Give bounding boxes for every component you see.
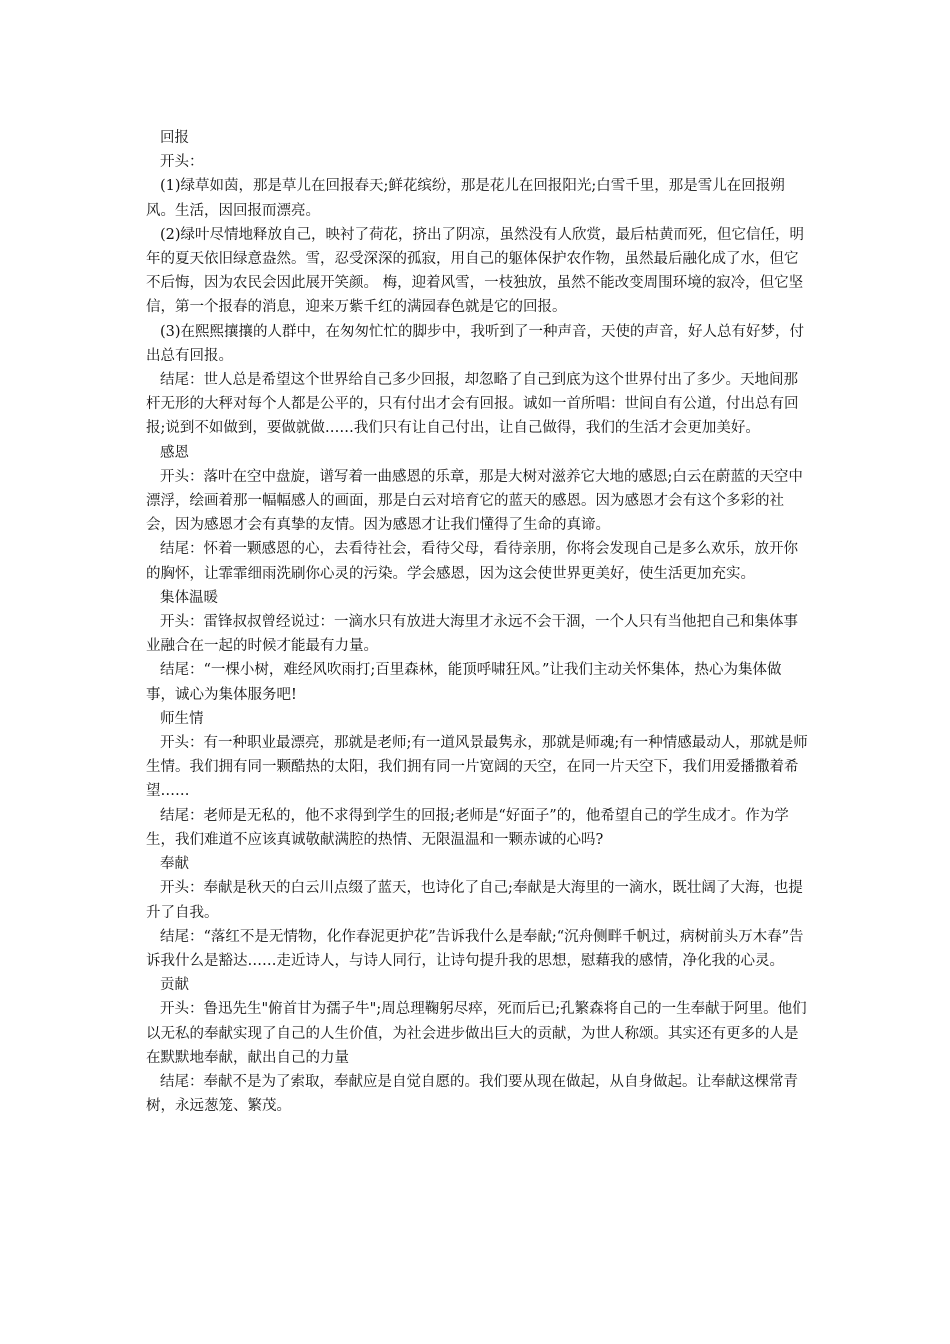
- paragraph: 开头：: [160, 154, 204, 171]
- paragraph: 开头：雷锋叔叔曾经说过：一滴水只有放进大海里才永远不会干涸，一个人只有当他把自己和集体事业融合在一起的时候才能最有力量。: [146, 614, 798, 655]
- paragraph: 结尾：世人总是希望这个世界给自己多少回报，却忽略了自己到底为这个世界付出了多少。天地间那杆无形的大秤对每个人都是公平的，只有付出才会有回报。诚如一首所唱：世间自有公道，付出总有回报;说到不如做到，要做就做……我们只有让自己付出，让自己做得，我们的生活才会更加美好。: [146, 372, 799, 437]
- paragraph: 开头：有一种职业最漂亮，那就是老师;有一道风景最隽永，那就是师魂;有一种情感最动人，那就是师生情。我们拥有同一颗酷热的太阳，我们拥有同一片宽阔的天空，在同一片天空下，我们用爱播撒着希望……: [146, 735, 808, 800]
- section-title: 贡献: [160, 977, 189, 994]
- document-body: [146, 126, 810, 1118]
- section-fengxian: [146, 852, 810, 973]
- paragraph: 结尾：怀着一颗感恩的心，去看待社会，看待父母，看待亲朋，你将会发现自己是多么欢乐，放开你的胸怀，让霏霏细雨洗刷你心灵的污染。学会感恩，因为这会使世界更美好，使生活更加充实。: [146, 541, 798, 582]
- paragraph: 结尾：奉献不是为了索取，奉献应是自觉自愿的。我们要从现在做起，从自身做起。让奉献这棵常青树，永远葱笼、繁茂。: [146, 1073, 798, 1115]
- paragraph: 结尾：老师是无私的，他不求得到学生的回报;老师是“好面子”的，他希望自己的学生成才。作为学生，我们难道不应该真诚敬献满腔的热情、无限温温和一颗赤诚的心吗?: [146, 807, 789, 848]
- section-ganen: [146, 441, 810, 586]
- section-shishengqing: [146, 707, 810, 852]
- paragraph: 结尾：“一棵小树，难经风吹雨打;百里森林，能顶呼啸狂风。”让我们主动关怀集体，热心为集体做事，诚心为集体服务吧!: [146, 662, 782, 703]
- paragraph: (3)在熙熙攘攘的人群中，在匆匆忙忙的脚步中，我听到了一种声音，天使的声音，好人总有好梦，付出总有回报。: [146, 323, 805, 364]
- section-gongxian: [146, 973, 810, 1118]
- paragraph: (2)绿叶尽情地释放自己，映衬了荷花，挤出了阴凉，虽然没有人欣赏，最后枯黄而死，但它信任，明年的夏天依旧绿意盎然。雪，忍受深深的孤寂，用自己的躯体保护农作物，虽然最后融化成了水，但它不后悔，因为农民会因此展开笑颜。 梅，迎着风雪，一枝独放，虽然不能改变周围环境的寂冷，但它坚信，第一个报春的消息，迎来万紫千红的满园春色就是它的回报。: [146, 226, 805, 316]
- section-jiti-wennuan: [146, 586, 810, 707]
- paragraph: 开头：落叶在空中盘旋，谱写着一曲感恩的乐章，那是大树对滋养它大地的感恩;白云在蔚蓝的天空中漂浮，绘画着那一幅幅感人的画面，那是白云对培育它的蓝天的感恩。因为感恩才会有这个多彩的社会，因为感恩才会有真挚的友情。因为感恩才让我们懂得了生命的真谛。: [146, 468, 803, 534]
- section-title: 集体温暖: [160, 589, 218, 606]
- paragraph: 开头：奉献是秋天的白云川点缀了蓝天，也诗化了自己;奉献是大海里的一滴水，既壮阔了大海，也提升了自我。: [146, 880, 803, 921]
- section-title: 回报: [160, 130, 189, 146]
- section-title: 感恩: [160, 444, 189, 461]
- paragraph: (1)绿草如茵，那是草儿在回报春天;鲜花缤纷，那是花儿在回报阳光;白雪千里，那是雪儿在回报朔风。生活，因回报而漂亮。: [146, 178, 785, 219]
- paragraph: 开头：鲁迅先生"俯首甘为孺子牛";周总理鞠躬尽瘁，死而后已;孔繁森将自己的一生奉献于阿里。他们以无私的奉献实现了自己的人生价值，为社会进步做出巨大的贡献，为世人称颂。其实还有更多的人是在默默地奉献，献出自己的力量: [146, 1001, 807, 1066]
- section-title: 奉献: [160, 856, 189, 873]
- section-huibao: [146, 126, 810, 441]
- paragraph: 结尾：“落红不是无情物，化作春泥更护花”告诉我什么是奉献;“沉舟侧畔千帆过，病树前头万木春”告诉我什么是豁达……走近诗人，与诗人同行，让诗句提升我的思想，慰藉我的感情，净化我的心灵。: [146, 928, 804, 969]
- section-title: 师生情: [160, 710, 204, 727]
